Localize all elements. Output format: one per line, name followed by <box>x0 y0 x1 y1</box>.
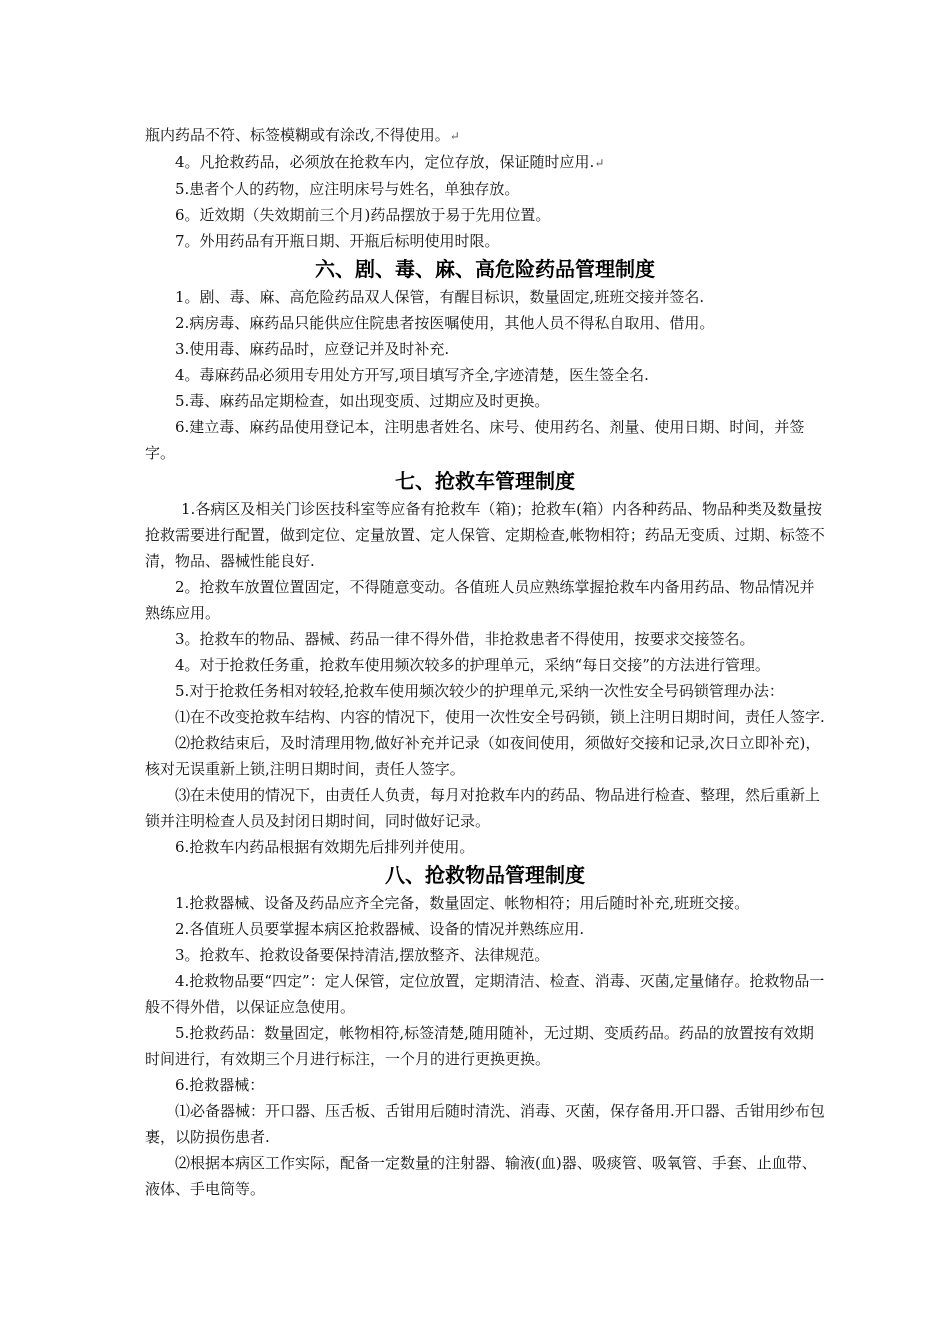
paragraph <box>145 176 825 202</box>
paragraph-text: ⑶在未使用的情况下，由责任人负责，每月对抢救车内的药品、物品进行检查、整理，然后重新上锁并注明检查人员及封闭日期时间，同时做好记录。 <box>145 786 821 830</box>
paragraph <box>145 202 825 228</box>
paragraph <box>145 388 825 414</box>
paragraph-text: 4.抢救物品要“四定”：定人保管，定位放置，定期清洁、检查、消毒、灭菌,定量储存。抢救物品一般不得外借，以保证应急使用。 <box>145 972 825 1016</box>
paragraph-text: 3.使用毒、麻药品时，应登记并及时补充. <box>175 340 450 358</box>
paragraph-text: 6.抢救车内药品根据有效期先后排列并使用。 <box>175 838 475 856</box>
paragraph <box>145 968 825 1020</box>
paragraph-text: 瓶内药品不符、标签模糊或有涂改,不得使用。 <box>145 126 450 144</box>
paragraph <box>145 1150 825 1202</box>
paragraph <box>145 942 825 968</box>
paragraph <box>145 149 825 176</box>
paragraph-text: 6。近效期（失效期前三个月)药品摆放于易于先用位置。 <box>175 206 551 224</box>
heading-text: 八、抢救物品管理制度 <box>385 863 585 887</box>
paragraph <box>145 782 825 834</box>
paragraph-text: 5.对于抢救任务相对较轻,抢救车使用频次较少的护理单元,采纳一次性安全号码锁管理办法： <box>175 682 784 700</box>
paragraph <box>145 414 825 466</box>
paragraph-text: 5.患者个人的药物，应注明床号与姓名，单独存放。 <box>175 180 520 198</box>
paragraph-text: 4。毒麻药品必须用专用处方开写,项目填写齐全,字迹清楚，医生签全名. <box>175 366 649 384</box>
paragraph <box>145 336 825 362</box>
paragraph <box>145 1072 825 1098</box>
paragraph-text: 5.毒、麻药品定期检查，如出现变质、过期应及时更换。 <box>175 392 550 410</box>
paragraph-text: 3。抢救车、抢救设备要保持清洁,摆放整齐、法律规范。 <box>175 946 550 964</box>
paragraph <box>145 1098 825 1150</box>
paragraph <box>145 678 825 704</box>
paragraph-text: 4。对于抢救任务重，抢救车使用频次较多的护理单元，采纳“每日交接”的方法进行管理。 <box>175 656 770 674</box>
paragraph <box>145 1020 825 1072</box>
paragraph <box>145 228 825 254</box>
paragraph <box>145 122 825 149</box>
paragraph-text: 2。抢救车放置位置固定，不得随意变动。各值班人员应熟练掌握抢救车内备用药品、物品情况并熟练应用。 <box>145 578 815 622</box>
section-heading <box>145 466 825 496</box>
paragraph-text: ⑵根据本病区工作实际，配备一定数量的注射器、输液(血)器、吸痰管、吸氧管、手套、止血带、液体、手电筒等。 <box>145 1154 817 1198</box>
paragraph-text: 5.抢救药品：数量固定，帐物相符,标签清楚,随用随补，无过期、变质药品。药品的放置按有效期时间进行，有效期三个月进行标注，一个月的进行更换更换。 <box>145 1024 814 1068</box>
paragraph <box>145 652 825 678</box>
paragraph-mark-icon: ↵ <box>594 156 605 170</box>
section-heading <box>145 254 825 284</box>
paragraph-text: 2.病房毒、麻药品只能供应住院患者按医嘱使用，其他人员不得私自取用、借用。 <box>175 314 715 332</box>
paragraph-text: 7。外用药品有开瓶日期、开瓶后标明使用时限。 <box>175 232 500 250</box>
paragraph <box>145 834 825 860</box>
paragraph <box>145 496 825 574</box>
paragraph-text: 2.各值班人员要掌握本病区抢救器械、设备的情况并熟练应用. <box>175 920 585 938</box>
heading-text: 六、剧、毒、麻、高危险药品管理制度 <box>315 257 655 281</box>
paragraph-mark-icon: ↵ <box>449 129 460 143</box>
paragraph <box>145 362 825 388</box>
paragraph <box>145 310 825 336</box>
paragraph-text: 1.各病区及相关门诊医技科室等应备有抢救车（箱)；抢救车(箱）内各种药品、物品种类及数量按抢救需要进行配置，做到定位、定量放置、定人保管、定期检查,帐物相符；药品无变质、过期、标签不清，物品、器械性能良好. <box>145 500 825 570</box>
section-heading <box>145 860 825 890</box>
paragraph-text: ⑴在不改变抢救车结构、内容的情况下，使用一次性安全号码锁，锁上注明日期时间，责任人签字. <box>175 708 825 726</box>
paragraph-text: ⑴必备器械：开口器、压舌板、舌钳用后随时清洗、消毒、灭菌，保存备用.开口器、舌钳用纱布包裹，以防损伤患者. <box>145 1102 825 1146</box>
paragraph-text: ⑵抢救结束后，及时清理用物,做好补充并记录（如夜间使用，须做好交接和记录,次日立即补充)，核对无误重新上锁,注明日期时间，责任人签字。 <box>145 734 821 778</box>
paragraph-text: 4。凡抢救药品，必须放在抢救车内，定位存放，保证随时应用. <box>175 153 595 171</box>
document-page <box>145 122 825 1202</box>
paragraph <box>145 574 825 626</box>
paragraph <box>145 626 825 652</box>
heading-text: 七、抢救车管理制度 <box>395 469 575 493</box>
paragraph-text: 3。抢救车的物品、器械、药品一律不得外借，非抢救患者不得使用，按要求交接签名。 <box>175 630 755 648</box>
paragraph <box>145 890 825 916</box>
paragraph-text: 1.抢救器械、设备及药品应齐全完备，数量固定、帐物相符；用后随时补充,班班交接。 <box>175 894 750 912</box>
paragraph <box>145 916 825 942</box>
paragraph-text: 1。剧、毒、麻、高危险药品双人保管，有醒目标识，数量固定,班班交接并签名. <box>175 288 705 306</box>
paragraph <box>145 730 825 782</box>
paragraph <box>145 704 825 730</box>
paragraph-text: 6.抢救器械： <box>175 1076 265 1094</box>
paragraph-text: 6.建立毒、麻药品使用登记本，注明患者姓名、床号、使用药名、剂量、使用日期、时间，并签字。 <box>145 418 805 462</box>
paragraph <box>145 284 825 310</box>
